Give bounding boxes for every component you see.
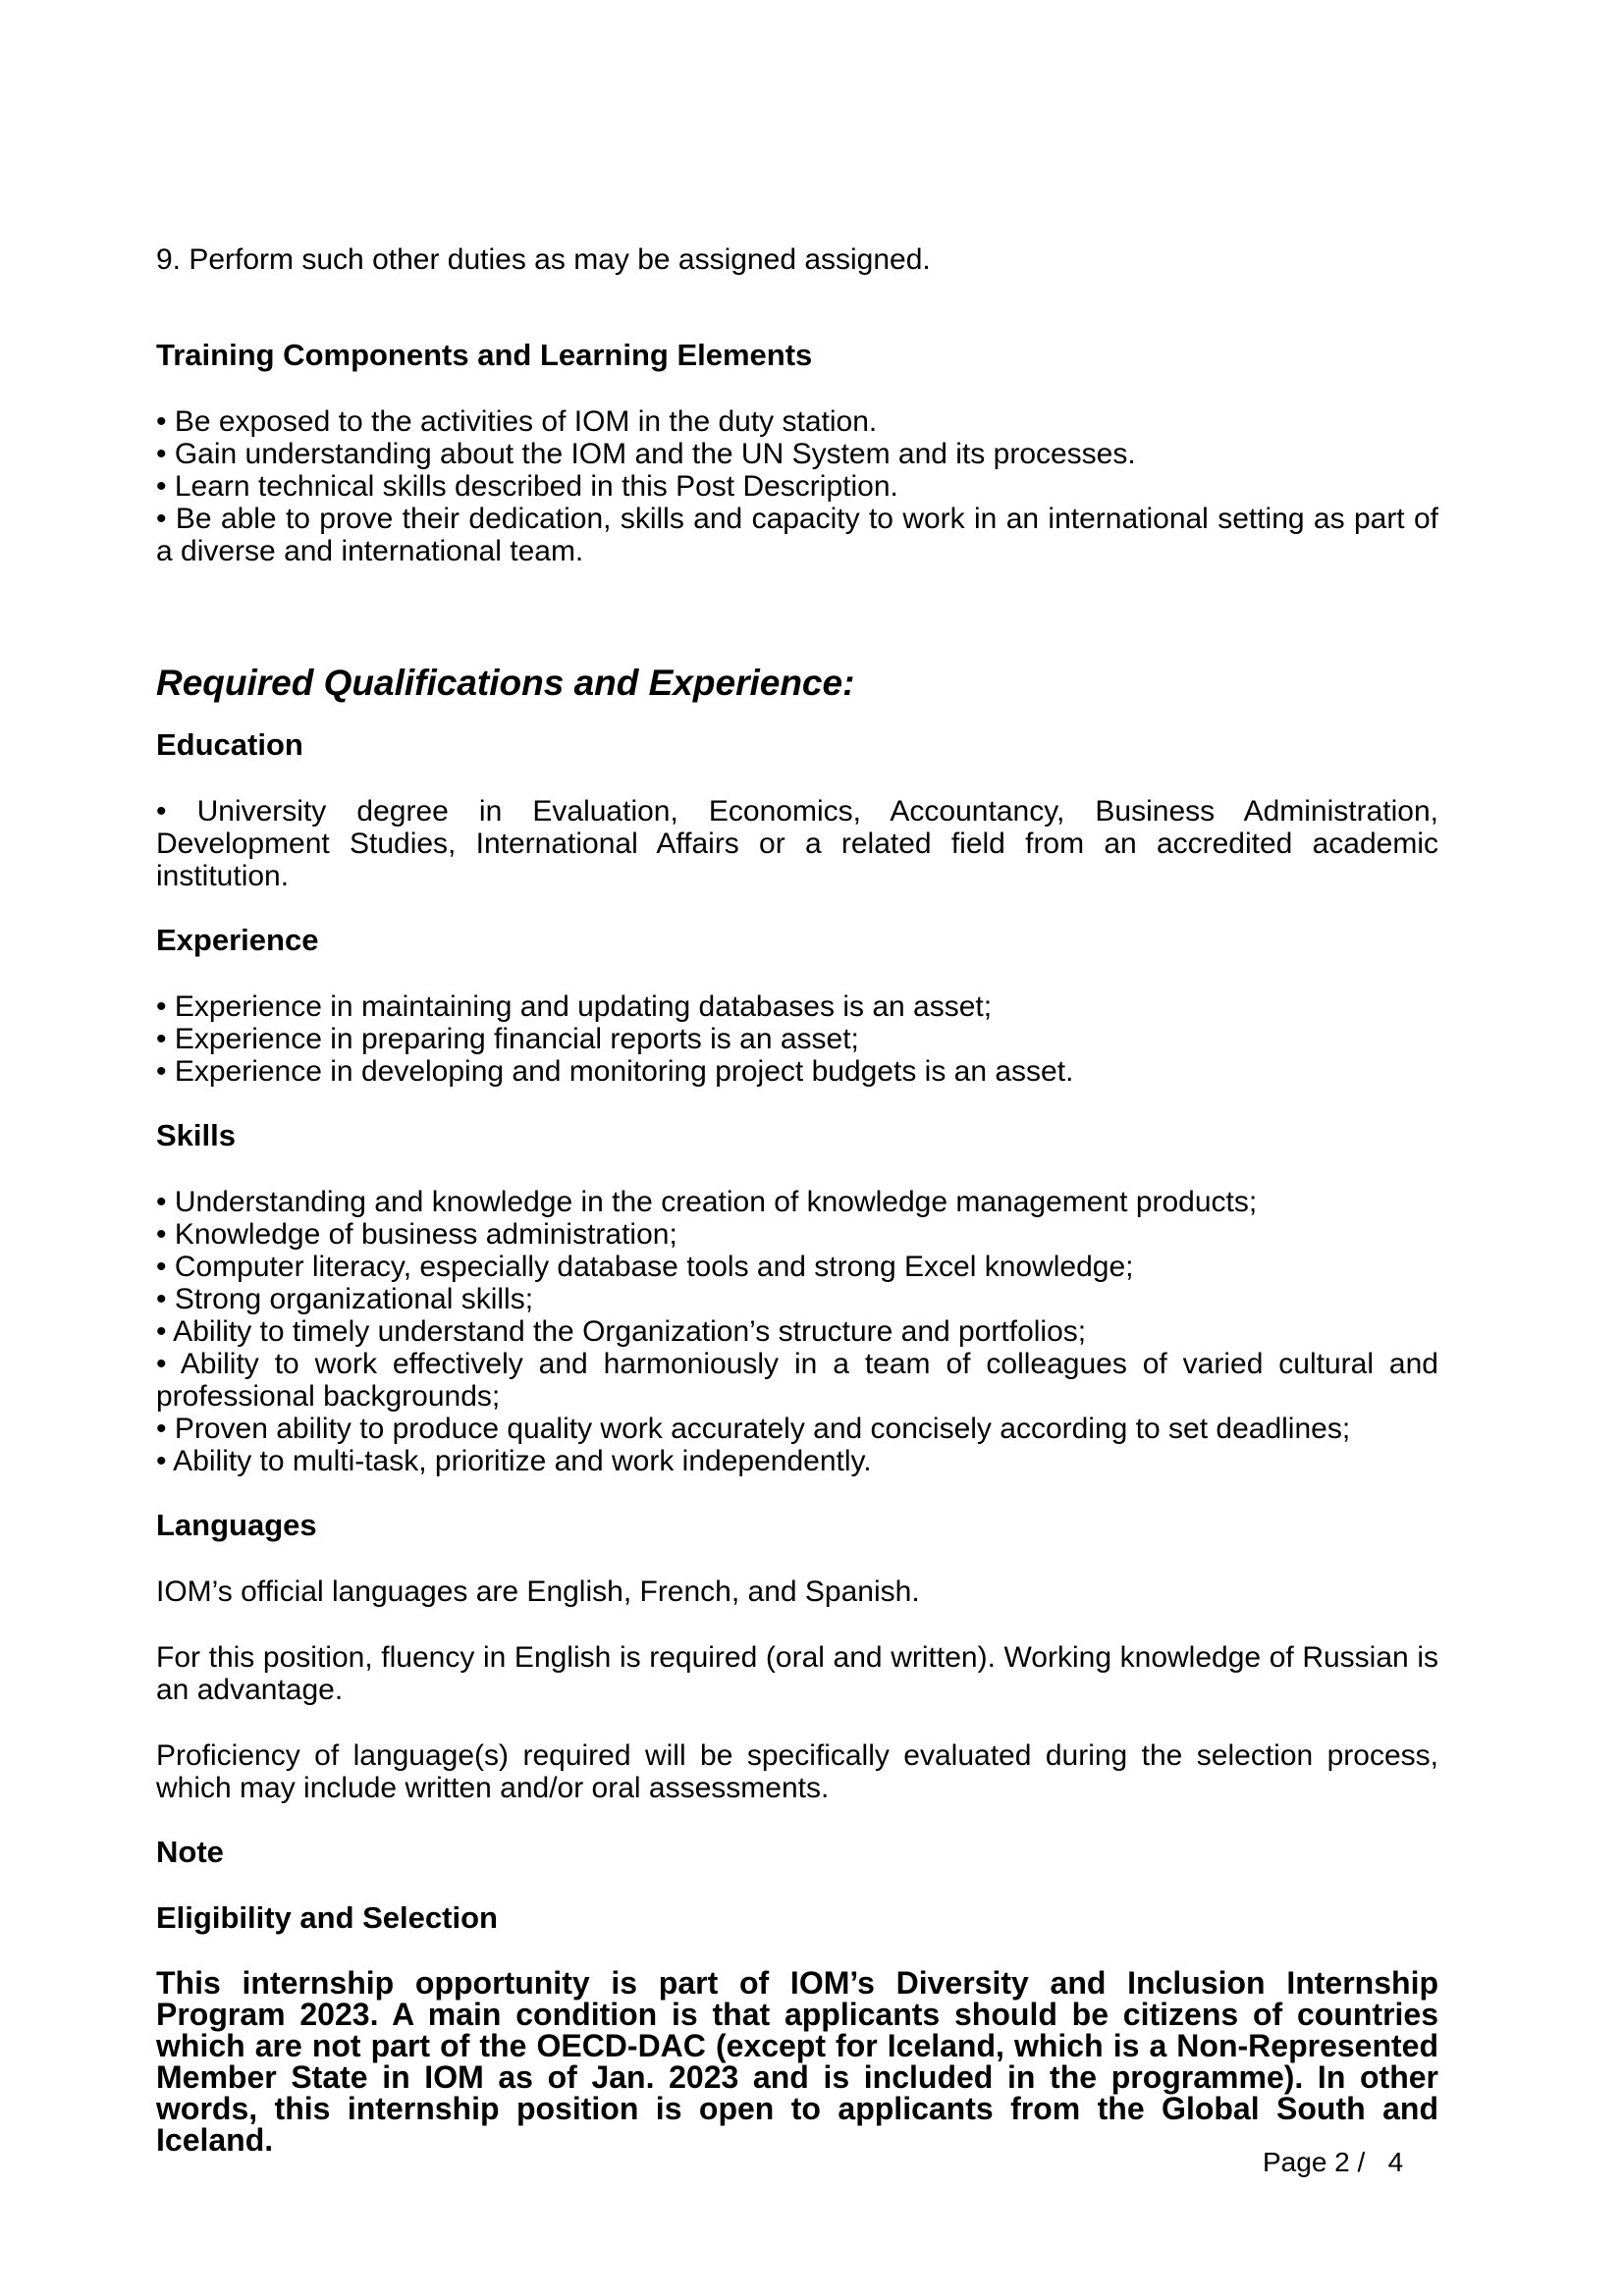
eligibility-heading: Eligibility and Selection <box>156 1900 498 1935</box>
training-item: • Be able to prove their dedication, skills and capacity to work in an international setting as part of a diverse and international team. <box>156 503 1438 567</box>
experience-heading: Experience <box>156 923 319 957</box>
languages-heading: Languages <box>156 1508 317 1542</box>
training-item: • Gain understanding about the IOM and the UN System and its processes. <box>156 438 1136 470</box>
document-page <box>156 243 1438 2156</box>
languages-proficiency: Proficiency of language(s) required will be specifically evaluated during the selection process, which may include written and/or oral assessments. <box>156 1739 1438 1804</box>
experience-item: • Experience in maintaining and updating databases is an asset; <box>156 990 993 1023</box>
education-heading: Education <box>156 727 303 762</box>
page-number: Page 2 / 4 <box>1263 2147 1404 2177</box>
training-item: • Be exposed to the activities of IOM in the duty station. <box>156 405 878 438</box>
training-item: • Learn technical skills described in this Post Description. <box>156 470 898 503</box>
languages-official: IOM’s official languages are English, French, and Spanish. <box>156 1575 920 1608</box>
training-list <box>156 405 1438 567</box>
skills-list <box>156 1186 1438 1477</box>
skills-item: • Understanding and knowledge in the creation of knowledge management products; <box>156 1186 1258 1218</box>
skills-item: • Computer literacy, especially database tools and strong Excel knowledge; <box>156 1251 1134 1283</box>
skills-item: • Ability to work effectively and harmoniously in a team of colleagues of varied cultural and professional backgrounds; <box>156 1348 1438 1413</box>
skills-item: • Knowledge of business administration; <box>156 1218 677 1251</box>
skills-item: • Strong organizational skills; <box>156 1283 534 1315</box>
qualifications-heading: Required Qualifications and Experience: <box>156 663 855 703</box>
skills-item: • Proven ability to produce quality work accurately and concisely according to set deadlines; <box>156 1413 1351 1445</box>
languages-fluency: For this position, fluency in English is required (oral and written). Working knowledge of Russian is an advantage. <box>156 1641 1438 1706</box>
note-heading: Note <box>156 1835 224 1869</box>
skills-item: • Ability to timely understand the Organization’s structure and portfolios; <box>156 1315 1087 1348</box>
skills-item: • Ability to multi-task, prioritize and work independently. <box>156 1445 872 1477</box>
experience-item: • Experience in preparing financial reports is an asset; <box>156 1023 859 1055</box>
training-heading: Training Components and Learning Elements <box>156 338 813 372</box>
experience-list <box>156 990 1438 1088</box>
duty-item-9: 9. Perform such other duties as may be assigned assigned. <box>156 243 931 276</box>
education-text: • University degree in Evaluation, Economics, Accountancy, Business Administration, Development Studies, International Affairs or a related field from an accredited academic institution. <box>156 795 1438 892</box>
experience-item: • Experience in developing and monitoring project budgets is an asset. <box>156 1055 1074 1088</box>
eligibility-text: This internship opportunity is part of IOM’s Diversity and Inclusion Internship Program 2023. A main condition is that applicants should be citizens of countries which are not part of the OECD-DAC (except for Iceland, which is a Non-Represented Member State in IOM as of Jan. 2023 and is included in the programme). In other words, this internship position is open to applicants from the Global South and Iceland. <box>156 1965 1438 2158</box>
skills-heading: Skills <box>156 1118 236 1152</box>
